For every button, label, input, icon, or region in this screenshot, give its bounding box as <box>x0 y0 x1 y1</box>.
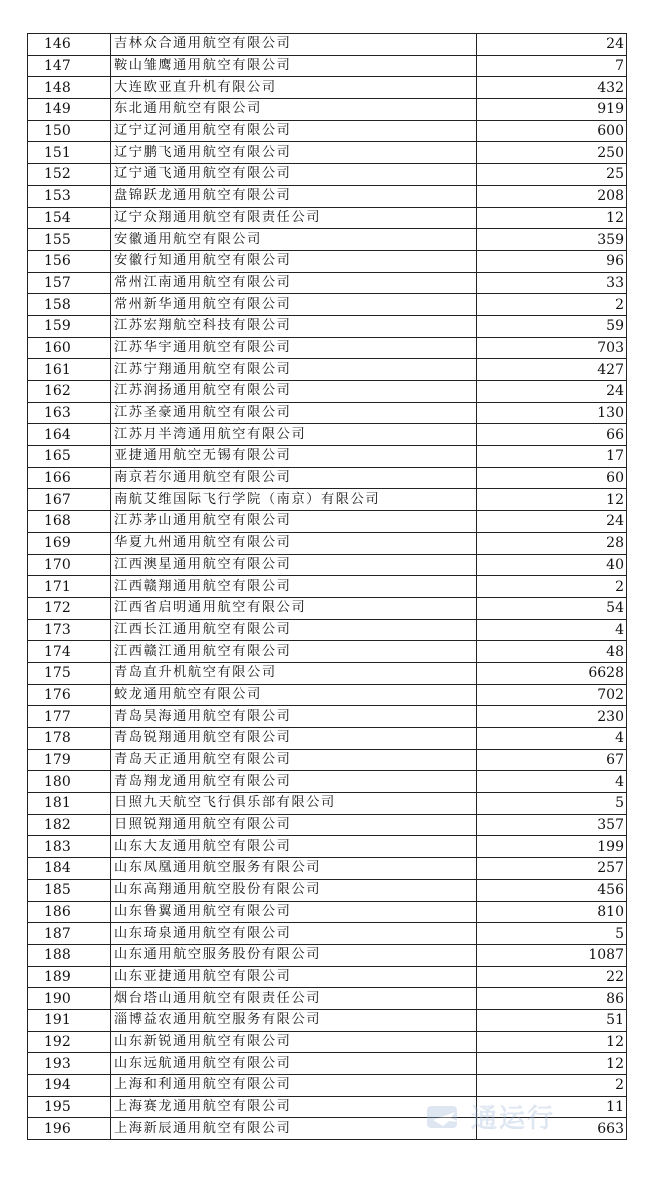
company-name: 山东新锐通用航空有限公司 <box>111 1031 477 1053</box>
row-number: 171 <box>28 576 111 598</box>
row-number: 177 <box>28 706 111 728</box>
row-value: 96 <box>477 250 627 272</box>
row-value: 663 <box>477 1118 627 1140</box>
row-value: 11 <box>477 1096 627 1118</box>
table-row <box>28 446 627 468</box>
row-value: 51 <box>477 1009 627 1031</box>
table-row <box>28 511 627 533</box>
company-name: 辽宁众翔通用航空有限责任公司 <box>111 207 477 229</box>
company-name: 山东大友通用航空有限公司 <box>111 836 477 858</box>
row-value: 357 <box>477 814 627 836</box>
company-name: 南航艾维国际飞行学院（南京）有限公司 <box>111 489 477 511</box>
row-number: 158 <box>28 294 111 316</box>
table-row <box>28 99 627 121</box>
row-number: 148 <box>28 77 111 99</box>
company-name: 鞍山雏鹰通用航空有限公司 <box>111 55 477 77</box>
row-number: 173 <box>28 619 111 641</box>
table-row <box>28 554 627 576</box>
table-row <box>28 662 627 684</box>
row-number: 183 <box>28 836 111 858</box>
table-row <box>28 814 627 836</box>
company-name: 蛟龙通用航空有限公司 <box>111 684 477 706</box>
row-value: 24 <box>477 381 627 403</box>
row-value: 2 <box>477 1075 627 1097</box>
table-row <box>28 402 627 424</box>
company-name: 日照锐翔通用航空有限公司 <box>111 814 477 836</box>
row-number: 185 <box>28 879 111 901</box>
table-row <box>28 337 627 359</box>
row-number: 154 <box>28 207 111 229</box>
company-name: 日照九天航空飞行俱乐部有限公司 <box>111 793 477 815</box>
company-name: 江西省启明通用航空有限公司 <box>111 597 477 619</box>
row-value: 17 <box>477 446 627 468</box>
table-row <box>28 142 627 164</box>
row-number: 182 <box>28 814 111 836</box>
table-row <box>28 229 627 251</box>
row-value: 257 <box>477 858 627 880</box>
row-value: 6628 <box>477 662 627 684</box>
company-name: 江苏宏翔航空科技有限公司 <box>111 315 477 337</box>
company-table <box>27 33 627 1140</box>
table-row <box>28 381 627 403</box>
row-number: 192 <box>28 1031 111 1053</box>
table-row <box>28 706 627 728</box>
company-name: 大连欧亚直升机有限公司 <box>111 77 477 99</box>
table-row <box>28 619 627 641</box>
row-number: 150 <box>28 120 111 142</box>
row-value: 33 <box>477 272 627 294</box>
row-number: 168 <box>28 511 111 533</box>
row-number: 188 <box>28 944 111 966</box>
row-value: 12 <box>477 207 627 229</box>
table-row <box>28 272 627 294</box>
company-name: 常州江南通用航空有限公司 <box>111 272 477 294</box>
table-row <box>28 966 627 988</box>
table-row <box>28 55 627 77</box>
table-row <box>28 1096 627 1118</box>
watermark-text: 通运行 <box>471 1104 556 1134</box>
row-number: 187 <box>28 923 111 945</box>
table-row <box>28 77 627 99</box>
company-name: 上海新辰通用航空有限公司 <box>111 1118 477 1140</box>
row-value: 4 <box>477 619 627 641</box>
row-value: 24 <box>477 511 627 533</box>
table-row <box>28 532 627 554</box>
row-value: 4 <box>477 771 627 793</box>
table-row <box>28 164 627 186</box>
company-name: 山东亚捷通用航空有限公司 <box>111 966 477 988</box>
company-name: 青岛翔龙通用航空有限公司 <box>111 771 477 793</box>
row-value: 810 <box>477 901 627 923</box>
company-name: 亚捷通用航空无锡有限公司 <box>111 446 477 468</box>
row-number: 165 <box>28 446 111 468</box>
company-name: 山东鲁翼通用航空有限公司 <box>111 901 477 923</box>
company-name: 江西澳星通用航空有限公司 <box>111 554 477 576</box>
row-value: 66 <box>477 424 627 446</box>
row-value: 5 <box>477 793 627 815</box>
company-name: 辽宁鹏飞通用航空有限公司 <box>111 142 477 164</box>
table-row <box>28 879 627 901</box>
row-number: 163 <box>28 402 111 424</box>
row-value: 4 <box>477 728 627 750</box>
row-number: 157 <box>28 272 111 294</box>
row-value: 199 <box>477 836 627 858</box>
company-name: 江苏月半湾通用航空有限公司 <box>111 424 477 446</box>
company-name: 江苏润扬通用航空有限公司 <box>111 381 477 403</box>
company-name: 上海赛龙通用航空有限公司 <box>111 1096 477 1118</box>
row-number: 194 <box>28 1075 111 1097</box>
row-number: 152 <box>28 164 111 186</box>
table-row <box>28 901 627 923</box>
row-number: 169 <box>28 532 111 554</box>
row-value: 427 <box>477 359 627 381</box>
row-value: 2 <box>477 576 627 598</box>
row-number: 195 <box>28 1096 111 1118</box>
company-name: 青岛天正通用航空有限公司 <box>111 749 477 771</box>
row-number: 193 <box>28 1053 111 1075</box>
table-row <box>28 641 627 663</box>
row-number: 162 <box>28 381 111 403</box>
row-number: 147 <box>28 55 111 77</box>
company-name: 江苏茅山通用航空有限公司 <box>111 511 477 533</box>
company-name: 上海和利通用航空有限公司 <box>111 1075 477 1097</box>
row-number: 186 <box>28 901 111 923</box>
table-row <box>28 1075 627 1097</box>
company-name: 安徽通用航空有限公司 <box>111 229 477 251</box>
company-name: 东北通用航空有限公司 <box>111 99 477 121</box>
row-number: 184 <box>28 858 111 880</box>
row-number: 190 <box>28 988 111 1010</box>
company-name: 辽宁通飞通用航空有限公司 <box>111 164 477 186</box>
company-name: 青岛锐翔通用航空有限公司 <box>111 728 477 750</box>
row-value: 54 <box>477 597 627 619</box>
row-number: 189 <box>28 966 111 988</box>
row-number: 146 <box>28 34 111 56</box>
row-value: 359 <box>477 229 627 251</box>
row-value: 12 <box>477 1053 627 1075</box>
row-value: 600 <box>477 120 627 142</box>
row-value: 40 <box>477 554 627 576</box>
company-name: 山东凤凰通用航空服务有限公司 <box>111 858 477 880</box>
company-name: 吉林众合通用航空有限公司 <box>111 34 477 56</box>
company-name: 盘锦跃龙通用航空有限公司 <box>111 185 477 207</box>
table-row <box>28 315 627 337</box>
row-number: 196 <box>28 1118 111 1140</box>
row-number: 155 <box>28 229 111 251</box>
table-row <box>28 858 627 880</box>
row-value: 230 <box>477 706 627 728</box>
row-number: 174 <box>28 641 111 663</box>
row-value: 919 <box>477 99 627 121</box>
table-row <box>28 793 627 815</box>
company-name: 山东远航通用航空有限公司 <box>111 1053 477 1075</box>
row-number: 191 <box>28 1009 111 1031</box>
row-value: 28 <box>477 532 627 554</box>
table-row <box>28 359 627 381</box>
row-value: 12 <box>477 1031 627 1053</box>
row-number: 181 <box>28 793 111 815</box>
row-value: 702 <box>477 684 627 706</box>
row-value: 86 <box>477 988 627 1010</box>
row-value: 1087 <box>477 944 627 966</box>
row-number: 167 <box>28 489 111 511</box>
row-number: 170 <box>28 554 111 576</box>
table-row <box>28 1053 627 1075</box>
table-row <box>28 294 627 316</box>
table-row <box>28 749 627 771</box>
row-number: 179 <box>28 749 111 771</box>
company-name: 江苏华宇通用航空有限公司 <box>111 337 477 359</box>
company-name: 常州新华通用航空有限公司 <box>111 294 477 316</box>
row-value: 7 <box>477 55 627 77</box>
row-number: 178 <box>28 728 111 750</box>
table-row <box>28 597 627 619</box>
company-name: 烟台塔山通用航空有限责任公司 <box>111 988 477 1010</box>
table-row <box>28 120 627 142</box>
row-number: 159 <box>28 315 111 337</box>
company-name: 江西赣翔通用航空有限公司 <box>111 576 477 598</box>
row-value: 208 <box>477 185 627 207</box>
row-value: 456 <box>477 879 627 901</box>
company-name: 南京若尔通用航空有限公司 <box>111 467 477 489</box>
row-value: 703 <box>477 337 627 359</box>
table-row <box>28 728 627 750</box>
table-row <box>28 988 627 1010</box>
company-name: 山东琦泉通用航空有限公司 <box>111 923 477 945</box>
company-name: 安徽行知通用航空有限公司 <box>111 250 477 272</box>
row-value: 432 <box>477 77 627 99</box>
row-value: 48 <box>477 641 627 663</box>
row-number: 153 <box>28 185 111 207</box>
row-number: 175 <box>28 662 111 684</box>
row-value: 59 <box>477 315 627 337</box>
table-row <box>28 771 627 793</box>
table-row <box>28 424 627 446</box>
row-number: 176 <box>28 684 111 706</box>
row-value: 25 <box>477 164 627 186</box>
row-value: 60 <box>477 467 627 489</box>
table-row <box>28 250 627 272</box>
row-number: 149 <box>28 99 111 121</box>
table-row <box>28 489 627 511</box>
table-row <box>28 944 627 966</box>
table-row <box>28 1009 627 1031</box>
row-number: 180 <box>28 771 111 793</box>
company-name: 辽宁辽河通用航空有限公司 <box>111 120 477 142</box>
table-row <box>28 207 627 229</box>
company-name: 江苏圣豪通用航空有限公司 <box>111 402 477 424</box>
row-number: 161 <box>28 359 111 381</box>
table-row <box>28 467 627 489</box>
table-row <box>28 34 627 56</box>
row-value: 12 <box>477 489 627 511</box>
table-row <box>28 185 627 207</box>
table-row <box>28 1031 627 1053</box>
company-name: 青岛昊海通用航空有限公司 <box>111 706 477 728</box>
company-name: 山东通用航空服务股份有限公司 <box>111 944 477 966</box>
table-body <box>28 34 627 1140</box>
row-number: 166 <box>28 467 111 489</box>
row-value: 22 <box>477 966 627 988</box>
row-number: 164 <box>28 424 111 446</box>
company-name: 青岛直升机航空有限公司 <box>111 662 477 684</box>
row-number: 156 <box>28 250 111 272</box>
row-value: 5 <box>477 923 627 945</box>
table-row <box>28 576 627 598</box>
company-name: 华夏九州通用航空有限公司 <box>111 532 477 554</box>
company-name: 江西长江通用航空有限公司 <box>111 619 477 641</box>
row-value: 24 <box>477 34 627 56</box>
company-name: 江西赣江通用航空有限公司 <box>111 641 477 663</box>
company-name: 江苏宁翔通用航空有限公司 <box>111 359 477 381</box>
row-value: 67 <box>477 749 627 771</box>
company-name: 淄博益农通用航空服务有限公司 <box>111 1009 477 1031</box>
table-row <box>28 1118 627 1140</box>
row-value: 2 <box>477 294 627 316</box>
row-number: 172 <box>28 597 111 619</box>
table-row <box>28 836 627 858</box>
table-row <box>28 923 627 945</box>
row-number: 151 <box>28 142 111 164</box>
company-name: 山东高翔通用航空股份有限公司 <box>111 879 477 901</box>
row-number: 160 <box>28 337 111 359</box>
table-row <box>28 684 627 706</box>
row-value: 130 <box>477 402 627 424</box>
row-value: 250 <box>477 142 627 164</box>
